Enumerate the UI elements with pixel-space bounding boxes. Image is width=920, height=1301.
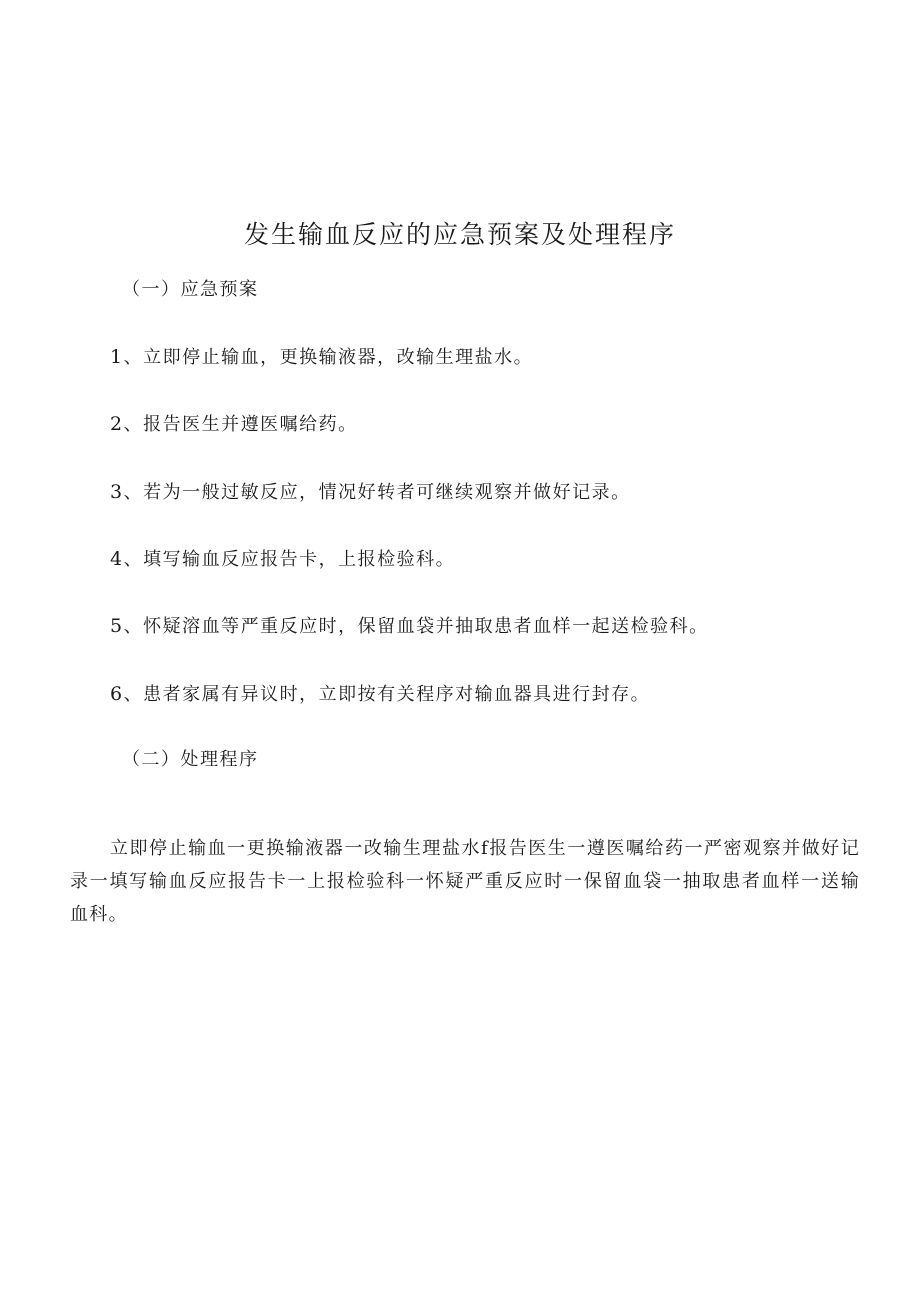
section-heading-procedure: （二）处理程序 [122,749,259,770]
list-item-text: 、立即停止输血，更换输液器，改输生理盐水。 [123,347,534,368]
list-item [110,612,709,641]
list-item-number: 5 [110,615,124,637]
list-item [110,545,455,574]
list-item [110,680,650,709]
list-item-text: 、填写输血反应报告卡，上报检验科。 [123,549,456,570]
list-item-text: 、患者家属有异议时，立即按有关程序对输血器具进行封存。 [123,684,651,705]
list-item-number: 3 [110,481,124,503]
list-item [110,343,533,372]
list-item-number: 6 [110,683,124,705]
list-item-number: 2 [110,413,124,435]
list-item-text: 、怀疑溶血等严重反应时，保留血袋并抽取患者血样一起送检验科。 [123,616,709,637]
procedure-paragraph: 立即停止输血一更换输液器一改输生理盐水f报告医生一遵医嘱给药一严密观察并做好记录一填写输血反应报告卡一上报检验科一怀疑严重反应时一保留血袋一抽取患者血样一送输血科。 [70,838,860,925]
list-item-number: 1 [110,346,124,368]
list-item [110,478,631,507]
list-item-text: 、若为一般过敏反应，情况好转者可继续观察并做好记录。 [123,482,631,503]
list-item [110,410,358,439]
list-item-text: 、报告医生并遵医嘱给药。 [123,414,358,435]
list-item-number: 4 [110,548,124,570]
section-heading-emergency-plan: （一）应急预案 [122,279,259,300]
document-title: 发生输血反应的应急预案及处理程序 [243,219,676,249]
